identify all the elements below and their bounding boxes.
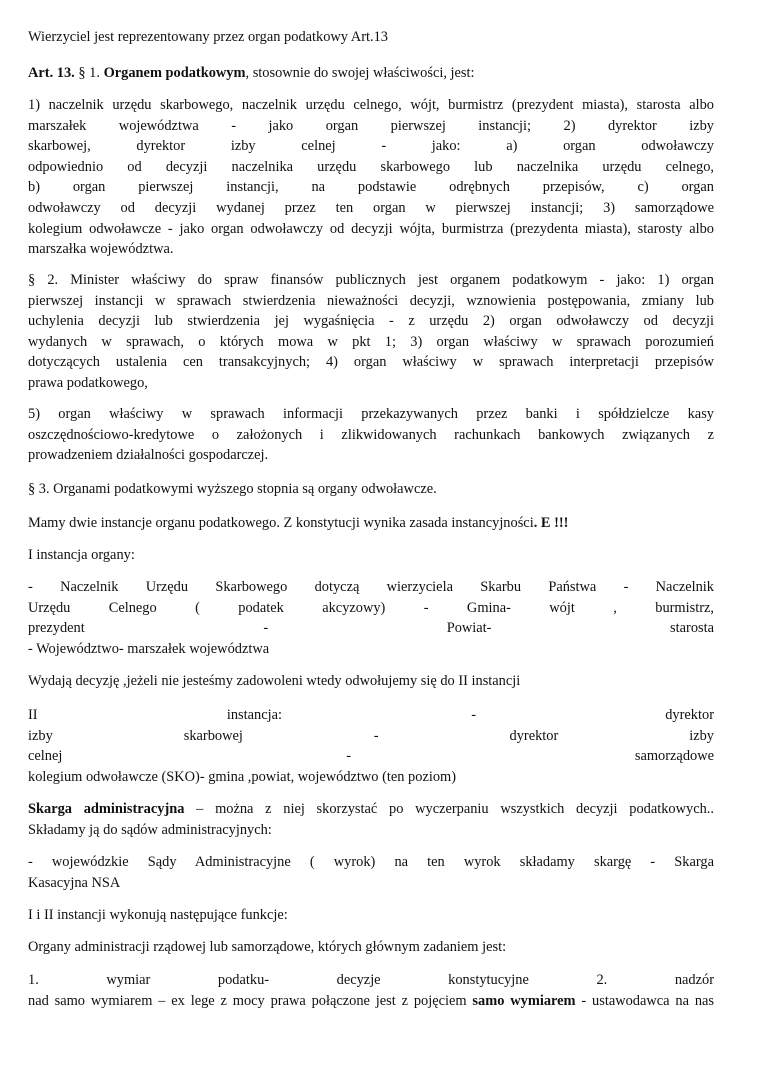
bold-term: Organem podatkowym xyxy=(103,65,246,81)
text-line: - wojewódzkie Sądy Administracyjne ( wyrok) na ten wyrok składamy skargę - Skarga xyxy=(28,854,714,870)
text-line: - Naczelnik Urzędu Skarbowego dotyczą wierzyciela Skarbu Państwa - Naczelnik xyxy=(28,579,714,595)
appeal-note: Wydają decyzję ,jeżeli nie jesteśmy zadowoleni wtedy odwołujemy się do II instancji xyxy=(28,673,521,689)
first-instance-heading: I instancja organy: xyxy=(28,547,135,563)
text-line: Urzędu Celnego ( podatek akcyzowy) - Gmina- wójt , burmistrz, xyxy=(28,599,714,616)
functions-heading: I i II instancji wykonują następujące funkcje: xyxy=(28,907,288,923)
art13-par3: § 3. Organami podatkowymi wyższego stopnia są organy odwoławcze. xyxy=(28,481,437,497)
text-line: dotyczących ustalenia cen transakcyjnych; 4) organ właściwy w sprawach interpretacji przepisów xyxy=(28,354,714,371)
instances-text: Mamy dwie instancje organu podatkowego. Z konstytucji wynika zasada instancyjności xyxy=(28,515,534,531)
paragraph-label: § 1. xyxy=(78,65,100,81)
art13-par1-list xyxy=(28,95,714,260)
text-line: wydanych w sprawach, o których mowa w pkt 1; 3) organ właściwy w sprawach porozumień xyxy=(28,333,714,350)
supervision-rest: - ustawodawca na nas xyxy=(575,992,714,1009)
text-line: odwoławczy od decyzji wydanej przez ten organ w pierwszej instancji; 3) samorządowe xyxy=(28,199,714,216)
text-line: izby skarbowej - dyrektor izby xyxy=(28,727,714,744)
administrative-complaint xyxy=(28,799,714,840)
text-line: marszałka województwa. xyxy=(28,241,174,258)
text-line: kolegium odwoławcze - jako organ odwoławczy od decyzji wójta, burmistrza (prezydenta miasta), starosty albo xyxy=(28,220,714,237)
text-line: odpowiednio od decyzji naczelnika urzędu skarbowego lub naczelnika urzędu celnego, xyxy=(28,158,714,175)
text-line: celnej - samorządowe xyxy=(28,748,714,765)
text-line: Kasacyjna NSA xyxy=(28,874,121,891)
courts-list xyxy=(28,852,714,893)
self-assessment-term: samo wymiarem xyxy=(472,992,576,1009)
emphasis-mark: . E !!! xyxy=(533,515,569,531)
text-line: b) organ pierwszej instancji, na podstawie odrębnych przepisów, c) organ xyxy=(28,179,714,196)
text-line xyxy=(28,991,714,1012)
text-line: marszałek województwa - jako organ pierwszej instancji; 2) dyrektor izby xyxy=(28,117,714,134)
text-line: II instancja: - dyrektor xyxy=(28,707,714,723)
text-line: uchylenia decyzji lub stwierdzenia jej wygaśnięcia - z urzędu 2) organ odwoławczy od decyzji xyxy=(28,313,714,330)
complaint-rest: – można z niej skorzystać po wyczerpaniu wszystkich decyzji podatkowych.. xyxy=(184,801,714,817)
text-line: pierwszej instancji w sprawach stwierdzenia nieważności decyzji, wznowienia postępowania, zmiany lub xyxy=(28,292,714,309)
intro-line: Wierzyciel jest reprezentowany przez organ podatkowy Art.13 xyxy=(28,29,388,45)
text-line: Składamy ją do sądów administracyjnych: xyxy=(28,821,272,838)
heading-rest: , stosownie do swojej właściwości, jest: xyxy=(245,65,475,81)
text-line: 1. wymiar podatku- decyzje konstytucyjne 2. nadzór xyxy=(28,972,714,988)
text-line: kolegium odwoławcze (SKO)- gmina ,powiat, województwo (ten poziom) xyxy=(28,768,457,785)
text-line: 5) organ właściwy w sprawach informacji przekazywanych przez banki i spółdzielcze kasy xyxy=(28,406,714,422)
second-instance-list xyxy=(28,705,714,787)
text-line: prawa podatkowego, xyxy=(28,374,148,391)
text-line: skarbowej, dyrektor izby celnej - jako: a) organ odwoławczy xyxy=(28,138,714,155)
first-instance-list xyxy=(28,577,714,659)
text-line: 1) naczelnik urzędu skarbowego, naczelnik urzędu celnego, wójt, burmistrz (prezydent miasta), starosta albo xyxy=(28,97,714,113)
supervision-text: nad samo wymiarem – ex lege z mocy prawa połączone jest z pojęciem xyxy=(28,992,473,1009)
text-line xyxy=(28,799,714,820)
art-label: Art. 13. xyxy=(28,65,75,81)
art13-heading xyxy=(28,63,714,84)
complaint-term: Skarga administracyjna xyxy=(28,801,185,817)
art13-par2-list xyxy=(28,270,714,394)
text-line: § 2. Minister właściwy do spraw finansów publicznych jest organem podatkowym - jako: 1) organ xyxy=(28,272,714,288)
text-line: prowadzeniem działalności gospodarczej. xyxy=(28,447,269,464)
art13-par2-point5 xyxy=(28,404,714,466)
organs-tasks-intro: Organy administracji rządowej lub samorządowe, których głównym zadaniem jest: xyxy=(28,939,507,955)
text-line: - Województwo- marszałek województwa xyxy=(28,640,270,657)
text-line: prezydent - Powiat- starosta xyxy=(28,620,714,637)
text-line: oszczędnościowo-kredytowe o założonych i zlikwidowanych rachunkach bankowych związanych z xyxy=(28,426,714,443)
tasks-list xyxy=(28,970,714,1011)
instances-note xyxy=(28,513,714,534)
